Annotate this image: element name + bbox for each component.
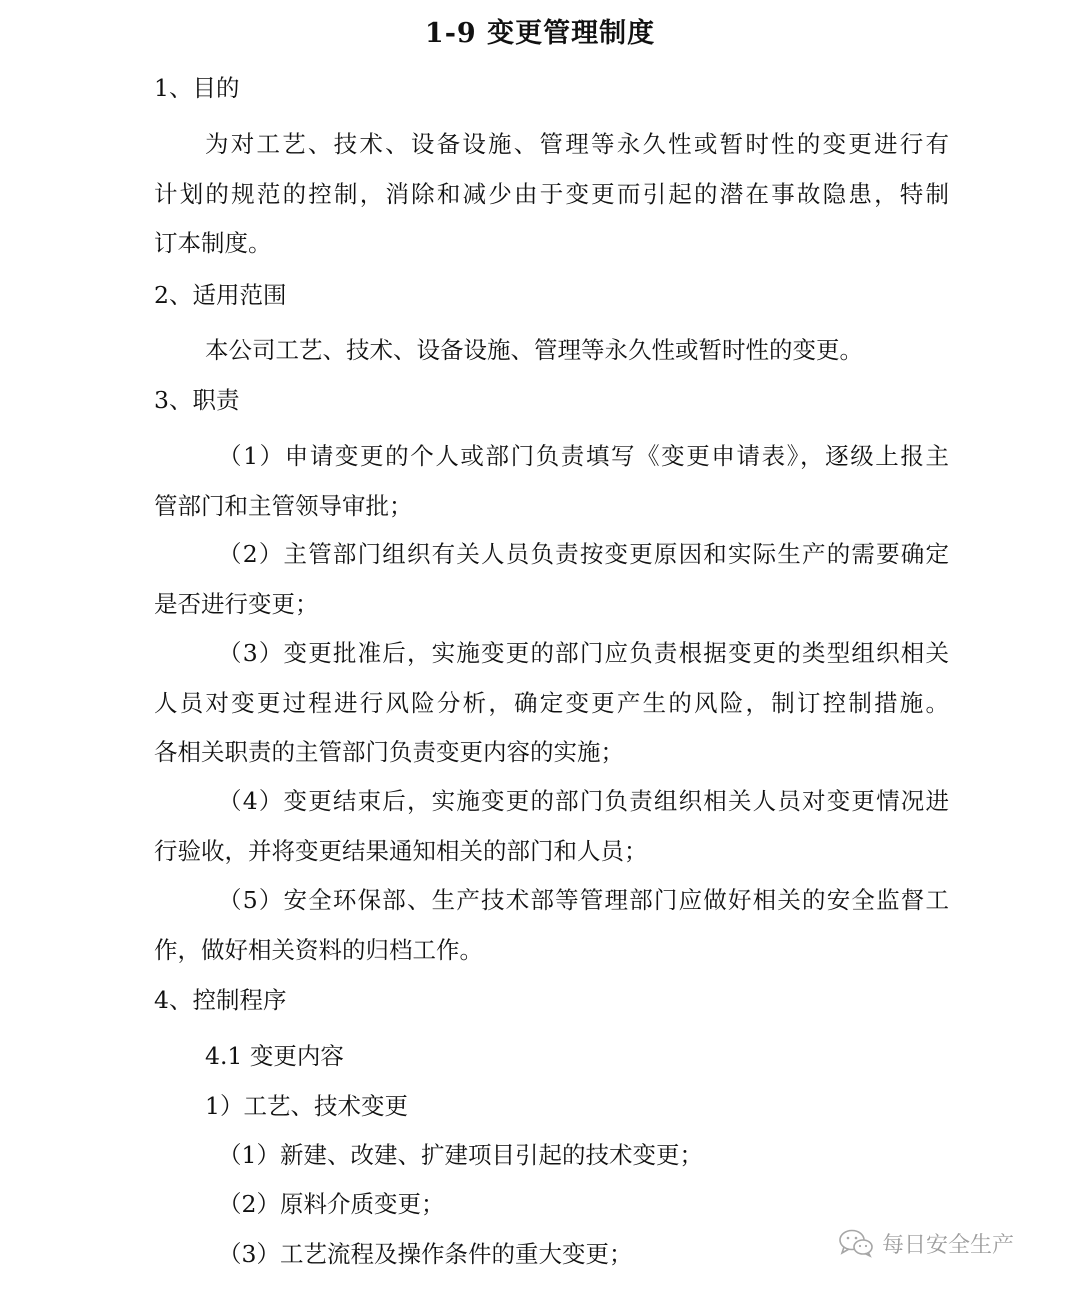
wechat-icon xyxy=(838,1228,874,1258)
list-item: （2）原料介质变更； xyxy=(218,1190,445,1218)
paragraph-line: 管部门和主管领导审批； xyxy=(154,492,413,520)
watermark xyxy=(838,1226,1014,1260)
subsection-heading: 4.1 变更内容 xyxy=(205,1042,344,1070)
paragraph-line: 本公司工艺、技术、设备设施、管理等永久性或暂时性的变更。 xyxy=(205,336,863,364)
paragraph-line: 行验收，并将变更结果通知相关的部门和人员； xyxy=(154,837,648,865)
paragraph-line: 计划的规范的控制，消除和减少由于变更而引起的潜在事故隐患，特制 xyxy=(154,180,949,208)
paragraph-line: （2）主管部门组织有关人员负责按变更原因和实际生产的需要确定 xyxy=(218,540,949,568)
paragraph-line: （5）安全环保部、生产技术部等管理部门应做好相关的安全监督工 xyxy=(218,886,949,914)
watermark-text: 每日安全生产 xyxy=(882,1232,1015,1258)
paragraph-line: （4）变更结束后，实施变更的部门负责组织相关人员对变更情况进 xyxy=(218,787,949,815)
paragraph-line: 人员对变更过程进行风险分析，确定变更产生的风险，制订控制措施。 xyxy=(154,689,949,717)
paragraph-line: 各相关职责的主管部门负责变更内容的实施； xyxy=(154,738,624,766)
section-heading-scope: 2、适用范围 xyxy=(154,281,287,309)
paragraph-line: 是否进行变更； xyxy=(154,590,319,618)
document-title: 1-9 变更管理制度 xyxy=(424,18,656,49)
list-item: （1）新建、改建、扩建项目引起的技术变更； xyxy=(218,1141,703,1169)
section-heading-purpose: 1、目的 xyxy=(154,74,240,102)
section-heading-duties: 3、职责 xyxy=(154,386,240,414)
list-heading: 1）工艺、技术变更 xyxy=(205,1092,408,1120)
paragraph-line: （3）变更批准后，实施变更的部门应负责根据变更的类型组织相关 xyxy=(218,639,949,667)
section-heading-procedure: 4、控制程序 xyxy=(154,986,287,1014)
paragraph-line: （1）申请变更的个人或部门负责填写《变更申请表》，逐级上报主 xyxy=(218,442,949,470)
paragraph-line: 为对工艺、技术、设备设施、管理等永久性或暂时性的变更进行有 xyxy=(205,130,949,158)
list-item: （3）工艺流程及操作条件的重大变更； xyxy=(218,1240,633,1268)
paragraph-line: 订本制度。 xyxy=(154,229,272,257)
paragraph-line: 作，做好相关资料的归档工作。 xyxy=(154,936,483,964)
